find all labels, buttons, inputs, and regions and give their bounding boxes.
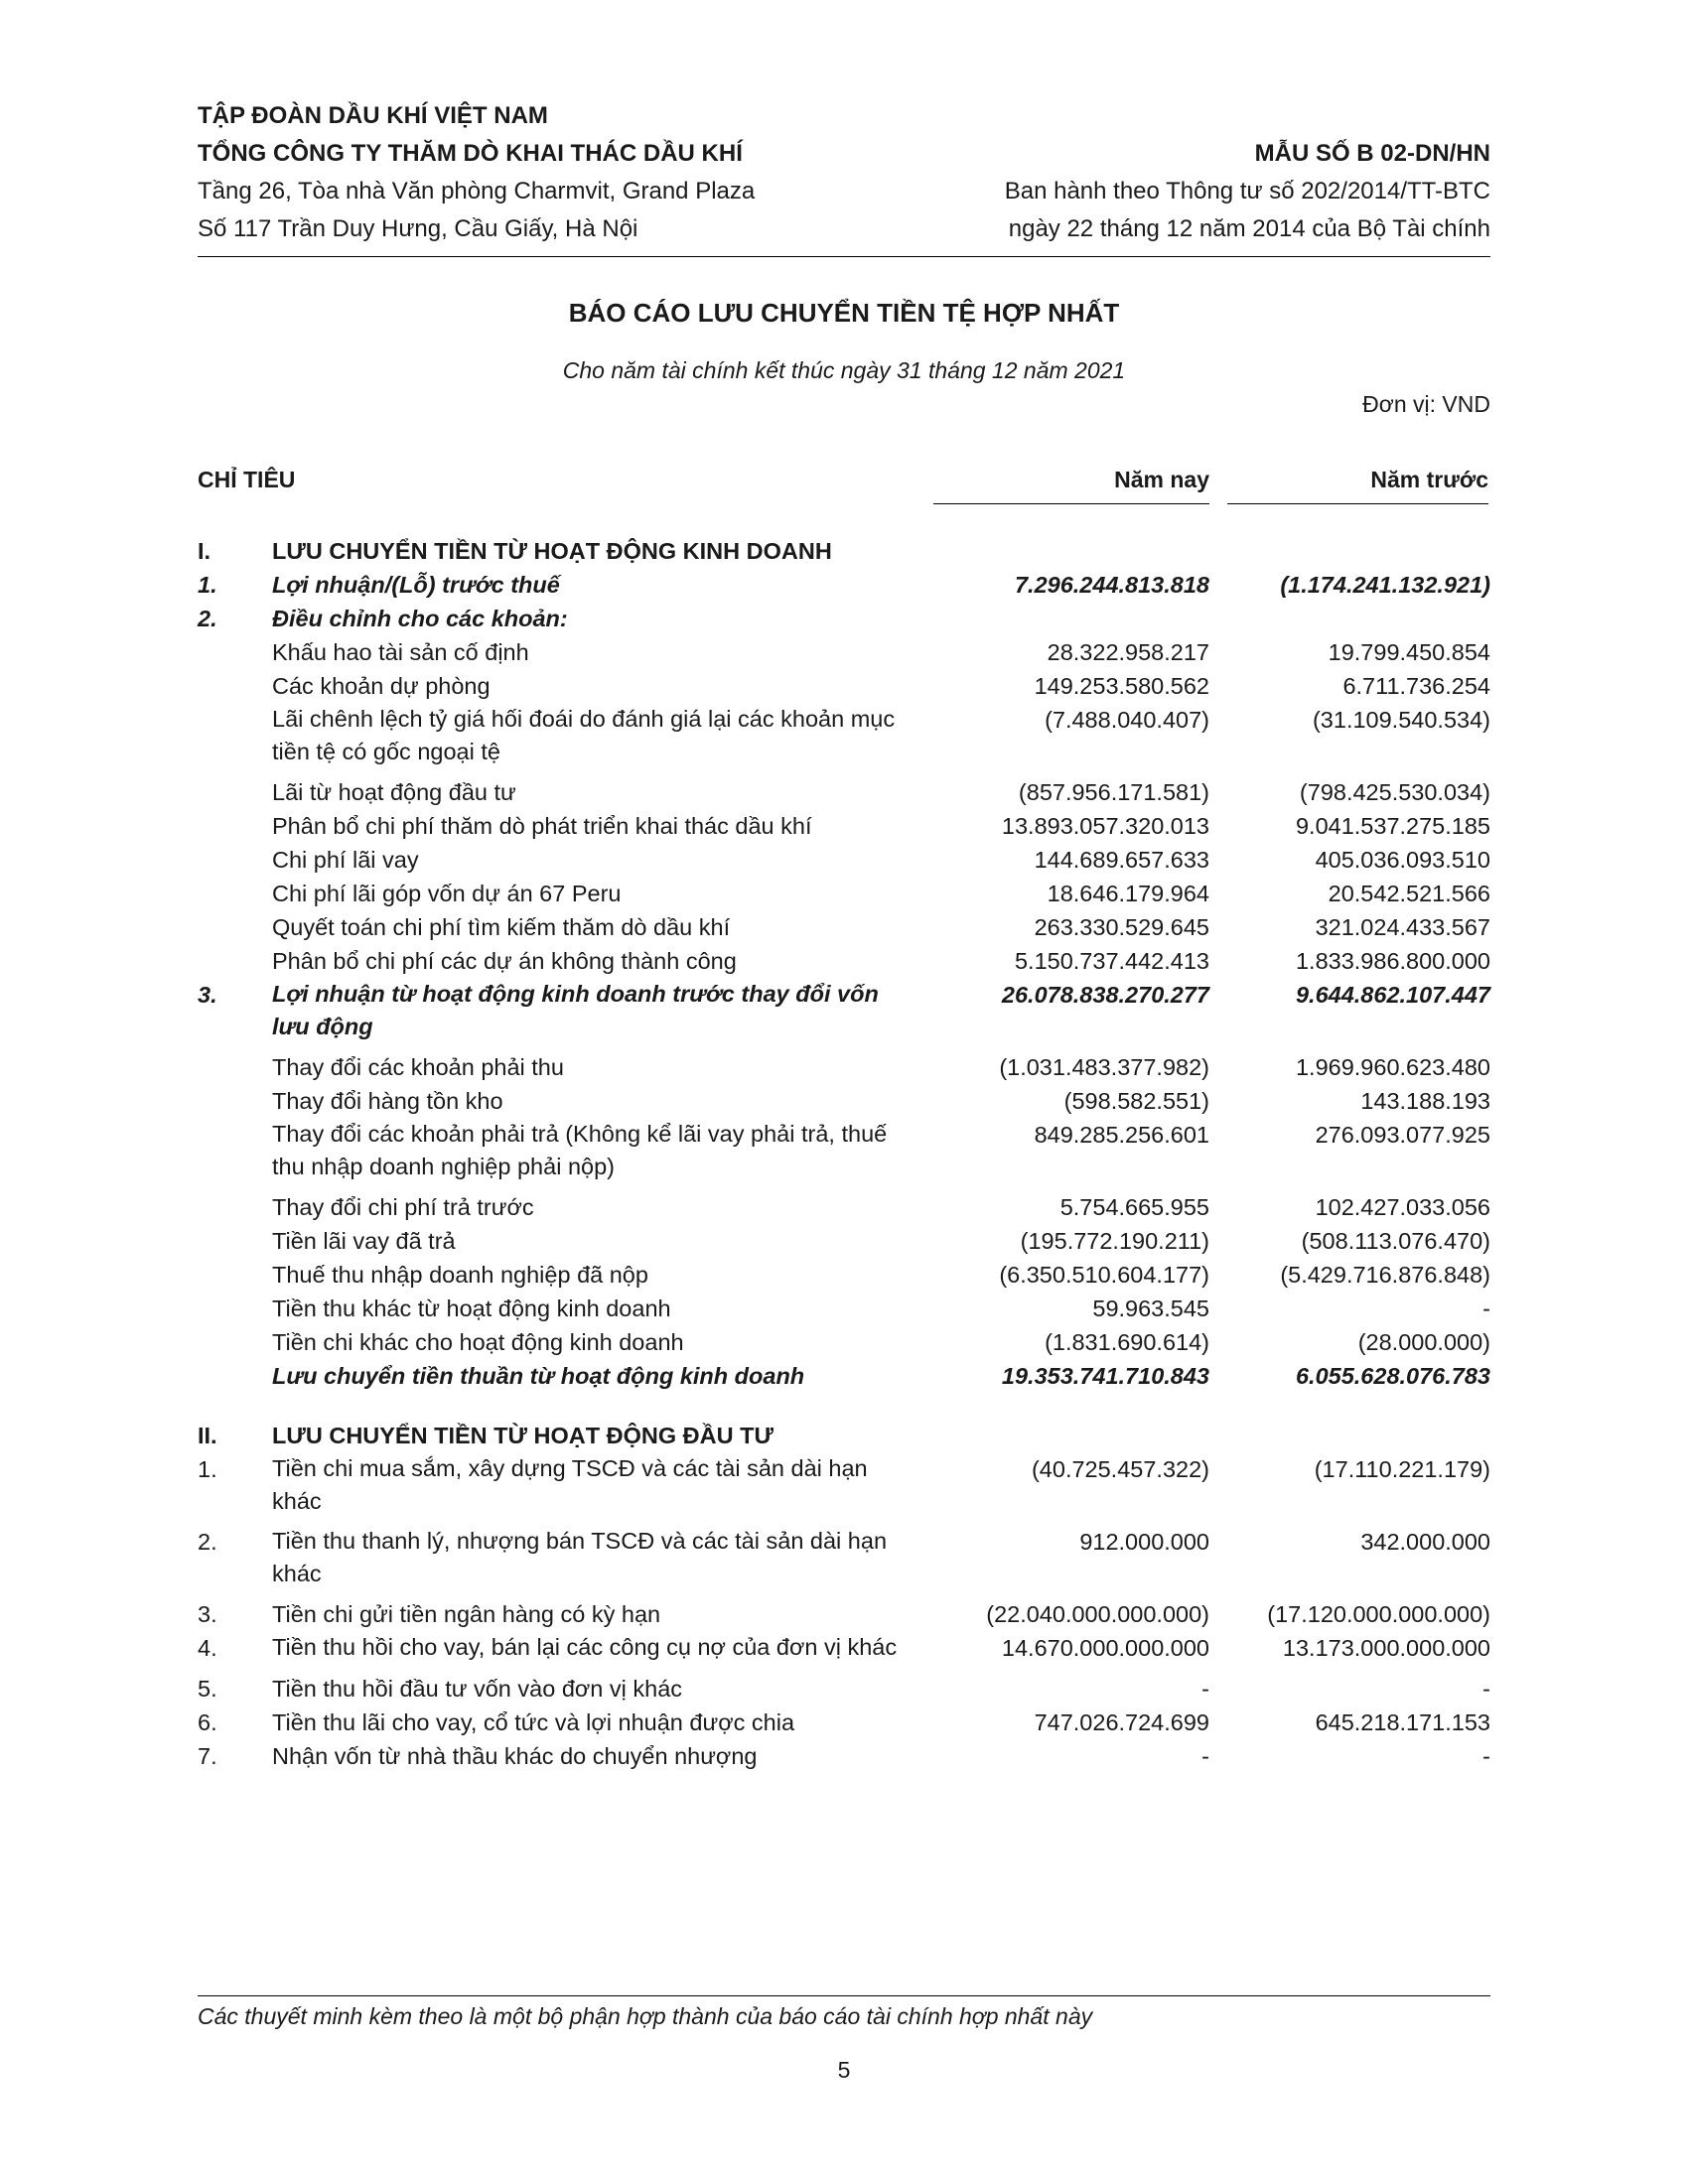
value-previous-year: 6.711.736.254 xyxy=(1342,673,1490,699)
group-name: TẬP ĐOÀN DẦU KHÍ VIỆT NAM xyxy=(198,102,548,129)
value-current-year: 912.000.000 xyxy=(1079,1529,1209,1555)
row-number: 4. xyxy=(198,1635,217,1661)
row-description: Lãi chênh lệch tỷ giá hối đoái do đánh giá lại các khoản mục tiền tệ có gốc ngoại tệ xyxy=(272,706,896,764)
value-current-year: 26.078.838.270.277 xyxy=(1001,982,1209,1008)
table-row xyxy=(198,1118,1490,1183)
row-description: Phân bổ chi phí các dự án không thành công xyxy=(272,948,737,974)
value-previous-year: 13.173.000.000.000 xyxy=(1282,1635,1490,1661)
row-description: Thay đổi các khoản phải trả (Không kể lãi vay phải trả, thuế thu nhập doanh nghiệp phải nộp) xyxy=(272,1121,888,1179)
value-previous-year: (5.429.716.876.848) xyxy=(1280,1262,1490,1288)
row-description: Lợi nhuận/(Lỗ) trước thuế xyxy=(272,572,560,598)
table-row xyxy=(198,944,1490,978)
report-title: BÁO CÁO LƯU CHUYỂN TIỀN TỆ HỢP NHẤT xyxy=(568,298,1120,328)
address-line-1: Tầng 26, Tòa nhà Văn phòng Charmvit, Grand Plaza xyxy=(198,178,756,205)
row-number: 2. xyxy=(198,1529,217,1555)
value-current-year: 747.026.724.699 xyxy=(1034,1709,1209,1735)
value-current-year: (6.350.510.604.177) xyxy=(999,1262,1209,1288)
row-description: Lưu chuyển tiền thuần từ hoạt động kinh doanh xyxy=(272,1363,805,1389)
table-row xyxy=(198,534,1490,568)
value-current-year: (7.488.040.407) xyxy=(1045,707,1209,733)
row-description: Tiền thu lãi cho vay, cổ tức và lợi nhuận được chia xyxy=(272,1709,795,1735)
table-row xyxy=(198,1631,1490,1665)
row-description: Các khoản dự phòng xyxy=(272,673,491,699)
value-previous-year: 143.188.193 xyxy=(1360,1088,1490,1114)
value-previous-year: 342.000.000 xyxy=(1360,1529,1490,1555)
row-description: Nhận vốn từ nhà thầu khác do chuyển nhượng xyxy=(272,1743,758,1769)
address-line-2: Số 117 Trần Duy Hưng, Cầu Giấy, Hà Nội xyxy=(198,215,638,242)
table-row xyxy=(198,809,1490,843)
issued-line-1: Ban hành theo Thông tư số 202/2014/TT-BTC xyxy=(1004,178,1490,205)
value-current-year: 7.296.244.813.818 xyxy=(1014,572,1209,598)
value-current-year: 28.322.958.217 xyxy=(1047,639,1209,665)
value-current-year: 149.253.580.562 xyxy=(1034,673,1209,699)
value-previous-year: 6.055.628.076.783 xyxy=(1295,1363,1490,1389)
value-previous-year: (798.425.530.034) xyxy=(1299,779,1490,805)
row-number: 7. xyxy=(198,1743,217,1769)
row-description: Khấu hao tài sản cố định xyxy=(272,639,529,665)
value-current-year: 19.353.741.710.843 xyxy=(1001,1363,1209,1389)
table-row xyxy=(198,1739,1490,1773)
row-description: LƯU CHUYỂN TIỀN TỪ HOẠT ĐỘNG KINH DOANH xyxy=(272,538,832,564)
table-row xyxy=(198,1706,1490,1739)
table-row xyxy=(198,843,1490,877)
value-current-year: (1.831.690.614) xyxy=(1045,1329,1209,1355)
row-number: 6. xyxy=(198,1709,217,1735)
row-number: 3. xyxy=(198,1601,217,1627)
table-row xyxy=(198,1258,1490,1292)
value-previous-year: 645.218.171.153 xyxy=(1315,1709,1490,1735)
value-current-year: 18.646.179.964 xyxy=(1047,881,1209,906)
value-previous-year: 405.036.093.510 xyxy=(1315,847,1490,873)
table-row xyxy=(198,635,1490,669)
issued-line-2: ngày 22 tháng 12 năm 2014 của Bộ Tài chính xyxy=(1008,215,1490,242)
table-row xyxy=(198,1452,1490,1518)
row-description: Thay đổi các khoản phải thu xyxy=(272,1054,564,1080)
table-row xyxy=(198,1325,1490,1359)
row-description: Thuế thu nhập doanh nghiệp đã nộp xyxy=(272,1262,648,1288)
row-description: Tiền thu thanh lý, nhượng bán TSCĐ và các tài sản dài hạn khác xyxy=(272,1528,888,1586)
value-current-year: 5.754.665.955 xyxy=(1059,1194,1209,1220)
value-current-year: 849.285.256.601 xyxy=(1034,1122,1209,1148)
table-row xyxy=(198,568,1490,602)
value-current-year: 13.893.057.320.013 xyxy=(1001,813,1209,839)
row-description: Quyết toán chi phí tìm kiếm thăm dò dầu khí xyxy=(272,914,731,940)
value-previous-year: - xyxy=(1482,1296,1490,1321)
value-current-year: (22.040.000.000.000) xyxy=(986,1601,1209,1627)
value-current-year: - xyxy=(1201,1743,1209,1769)
row-description: Thay đổi hàng tồn kho xyxy=(272,1088,503,1114)
table-row xyxy=(198,775,1490,809)
table-row xyxy=(198,1672,1490,1706)
row-description: Thay đổi chi phí trả trước xyxy=(272,1194,534,1220)
value-previous-year: 1.833.986.800.000 xyxy=(1295,948,1490,974)
value-current-year: 5.150.737.442.413 xyxy=(1014,948,1209,974)
value-current-year: 144.689.657.633 xyxy=(1034,847,1209,873)
value-previous-year: (31.109.540.534) xyxy=(1312,707,1490,733)
row-description: Chi phí lãi vay xyxy=(272,847,419,873)
value-current-year: 14.670.000.000.000 xyxy=(1001,1635,1209,1661)
table-row xyxy=(198,1419,1490,1452)
cash-flow-table xyxy=(198,534,1490,1773)
header-divider xyxy=(198,256,1490,257)
value-previous-year: (28.000.000) xyxy=(1357,1329,1490,1355)
row-number: 1. xyxy=(198,572,217,598)
table-row xyxy=(198,1359,1490,1393)
value-previous-year: 9.041.537.275.185 xyxy=(1295,813,1490,839)
row-number: 3. xyxy=(198,982,217,1008)
value-previous-year: 321.024.433.567 xyxy=(1315,914,1490,940)
row-description: Lợi nhuận từ hoạt động kinh doanh trước thay đổi vốn lưu động xyxy=(272,981,879,1039)
row-description: Phân bổ chi phí thăm dò phát triển khai thác dầu khí xyxy=(272,813,812,839)
column-header-label: CHỈ TIÊU xyxy=(198,467,296,492)
footnote: Các thuyết minh kèm theo là một bộ phận hợp thành của báo cáo tài chính hợp nhất này xyxy=(198,2003,1093,2029)
table-row xyxy=(198,1525,1490,1590)
value-previous-year: 276.093.077.925 xyxy=(1315,1122,1490,1148)
currency-unit: Đơn vị: VND xyxy=(1362,391,1490,417)
row-description: Lãi từ hoạt động đầu tư xyxy=(272,779,516,805)
table-row xyxy=(198,978,1490,1043)
table-row xyxy=(198,669,1490,703)
table-row xyxy=(198,910,1490,944)
row-number: 1. xyxy=(198,1456,217,1482)
value-previous-year: (17.110.221.179) xyxy=(1314,1456,1490,1482)
page-number: 5 xyxy=(837,2057,851,2083)
value-current-year: (195.772.190.211) xyxy=(1020,1228,1209,1254)
row-number: II. xyxy=(198,1423,217,1448)
row-description: Tiền thu hồi đầu tư vốn vào đơn vị khác xyxy=(272,1676,683,1702)
value-previous-year: 20.542.521.566 xyxy=(1328,881,1490,906)
table-row xyxy=(198,1292,1490,1325)
footer-divider xyxy=(198,1995,1490,1996)
row-description: Chi phí lãi góp vốn dự án 67 Peru xyxy=(272,881,622,906)
value-previous-year: 102.427.033.056 xyxy=(1315,1194,1490,1220)
table-row xyxy=(198,1190,1490,1224)
table-row xyxy=(198,1050,1490,1084)
value-previous-year: 19.799.450.854 xyxy=(1328,639,1490,665)
value-previous-year: 9.644.862.107.447 xyxy=(1295,982,1490,1008)
table-row xyxy=(198,602,1490,635)
column-header-previous-year: Năm trước xyxy=(1227,467,1488,504)
row-description: Tiền chi gửi tiền ngân hàng có kỳ hạn xyxy=(272,1601,661,1627)
row-description: Tiền thu hồi cho vay, bán lại các công cụ nợ của đơn vị khác xyxy=(272,1634,898,1660)
table-row xyxy=(198,1224,1490,1258)
form-number: MẪU SỐ B 02-DN/HN xyxy=(1254,140,1490,167)
value-previous-year: (508.113.076.470) xyxy=(1301,1228,1490,1254)
table-row xyxy=(198,703,1490,768)
value-previous-year: (1.174.241.132.921) xyxy=(1280,572,1490,598)
value-current-year: - xyxy=(1201,1676,1209,1702)
row-number: 2. xyxy=(198,606,217,631)
row-description: Tiền thu khác từ hoạt động kinh doanh xyxy=(272,1296,671,1321)
row-description: Tiền lãi vay đã trả xyxy=(272,1228,456,1254)
value-current-year: (598.582.551) xyxy=(1063,1088,1209,1114)
table-row xyxy=(198,1597,1490,1631)
value-current-year: (857.956.171.581) xyxy=(1018,779,1209,805)
table-row xyxy=(198,1084,1490,1118)
value-current-year: 59.963.545 xyxy=(1092,1296,1209,1321)
row-number: I. xyxy=(198,538,211,564)
value-current-year: (40.725.457.322) xyxy=(1031,1456,1209,1482)
row-description: Tiền chi mua sắm, xây dựng TSCĐ và các tài sản dài hạn khác xyxy=(272,1455,868,1514)
value-previous-year: (17.120.000.000.000) xyxy=(1267,1601,1490,1627)
value-previous-year: - xyxy=(1482,1676,1490,1702)
row-number: 5. xyxy=(198,1676,217,1702)
company-name: TỔNG CÔNG TY THĂM DÒ KHAI THÁC DẦU KHÍ xyxy=(198,140,743,167)
table-row xyxy=(198,877,1490,910)
value-previous-year: - xyxy=(1482,1743,1490,1769)
row-description: Điều chỉnh cho các khoản: xyxy=(272,606,568,631)
value-current-year: 263.330.529.645 xyxy=(1034,914,1209,940)
value-current-year: (1.031.483.377.982) xyxy=(999,1054,1209,1080)
letterhead xyxy=(198,97,1490,248)
value-previous-year: 1.969.960.623.480 xyxy=(1295,1054,1490,1080)
report-subtitle: Cho năm tài chính kết thúc ngày 31 tháng 12 năm 2021 xyxy=(562,357,1126,383)
row-description: LƯU CHUYỂN TIỀN TỪ HOẠT ĐỘNG ĐẦU TƯ xyxy=(272,1423,774,1448)
column-header-current-year: Năm nay xyxy=(933,467,1209,504)
row-description: Tiền chi khác cho hoạt động kinh doanh xyxy=(272,1329,684,1355)
